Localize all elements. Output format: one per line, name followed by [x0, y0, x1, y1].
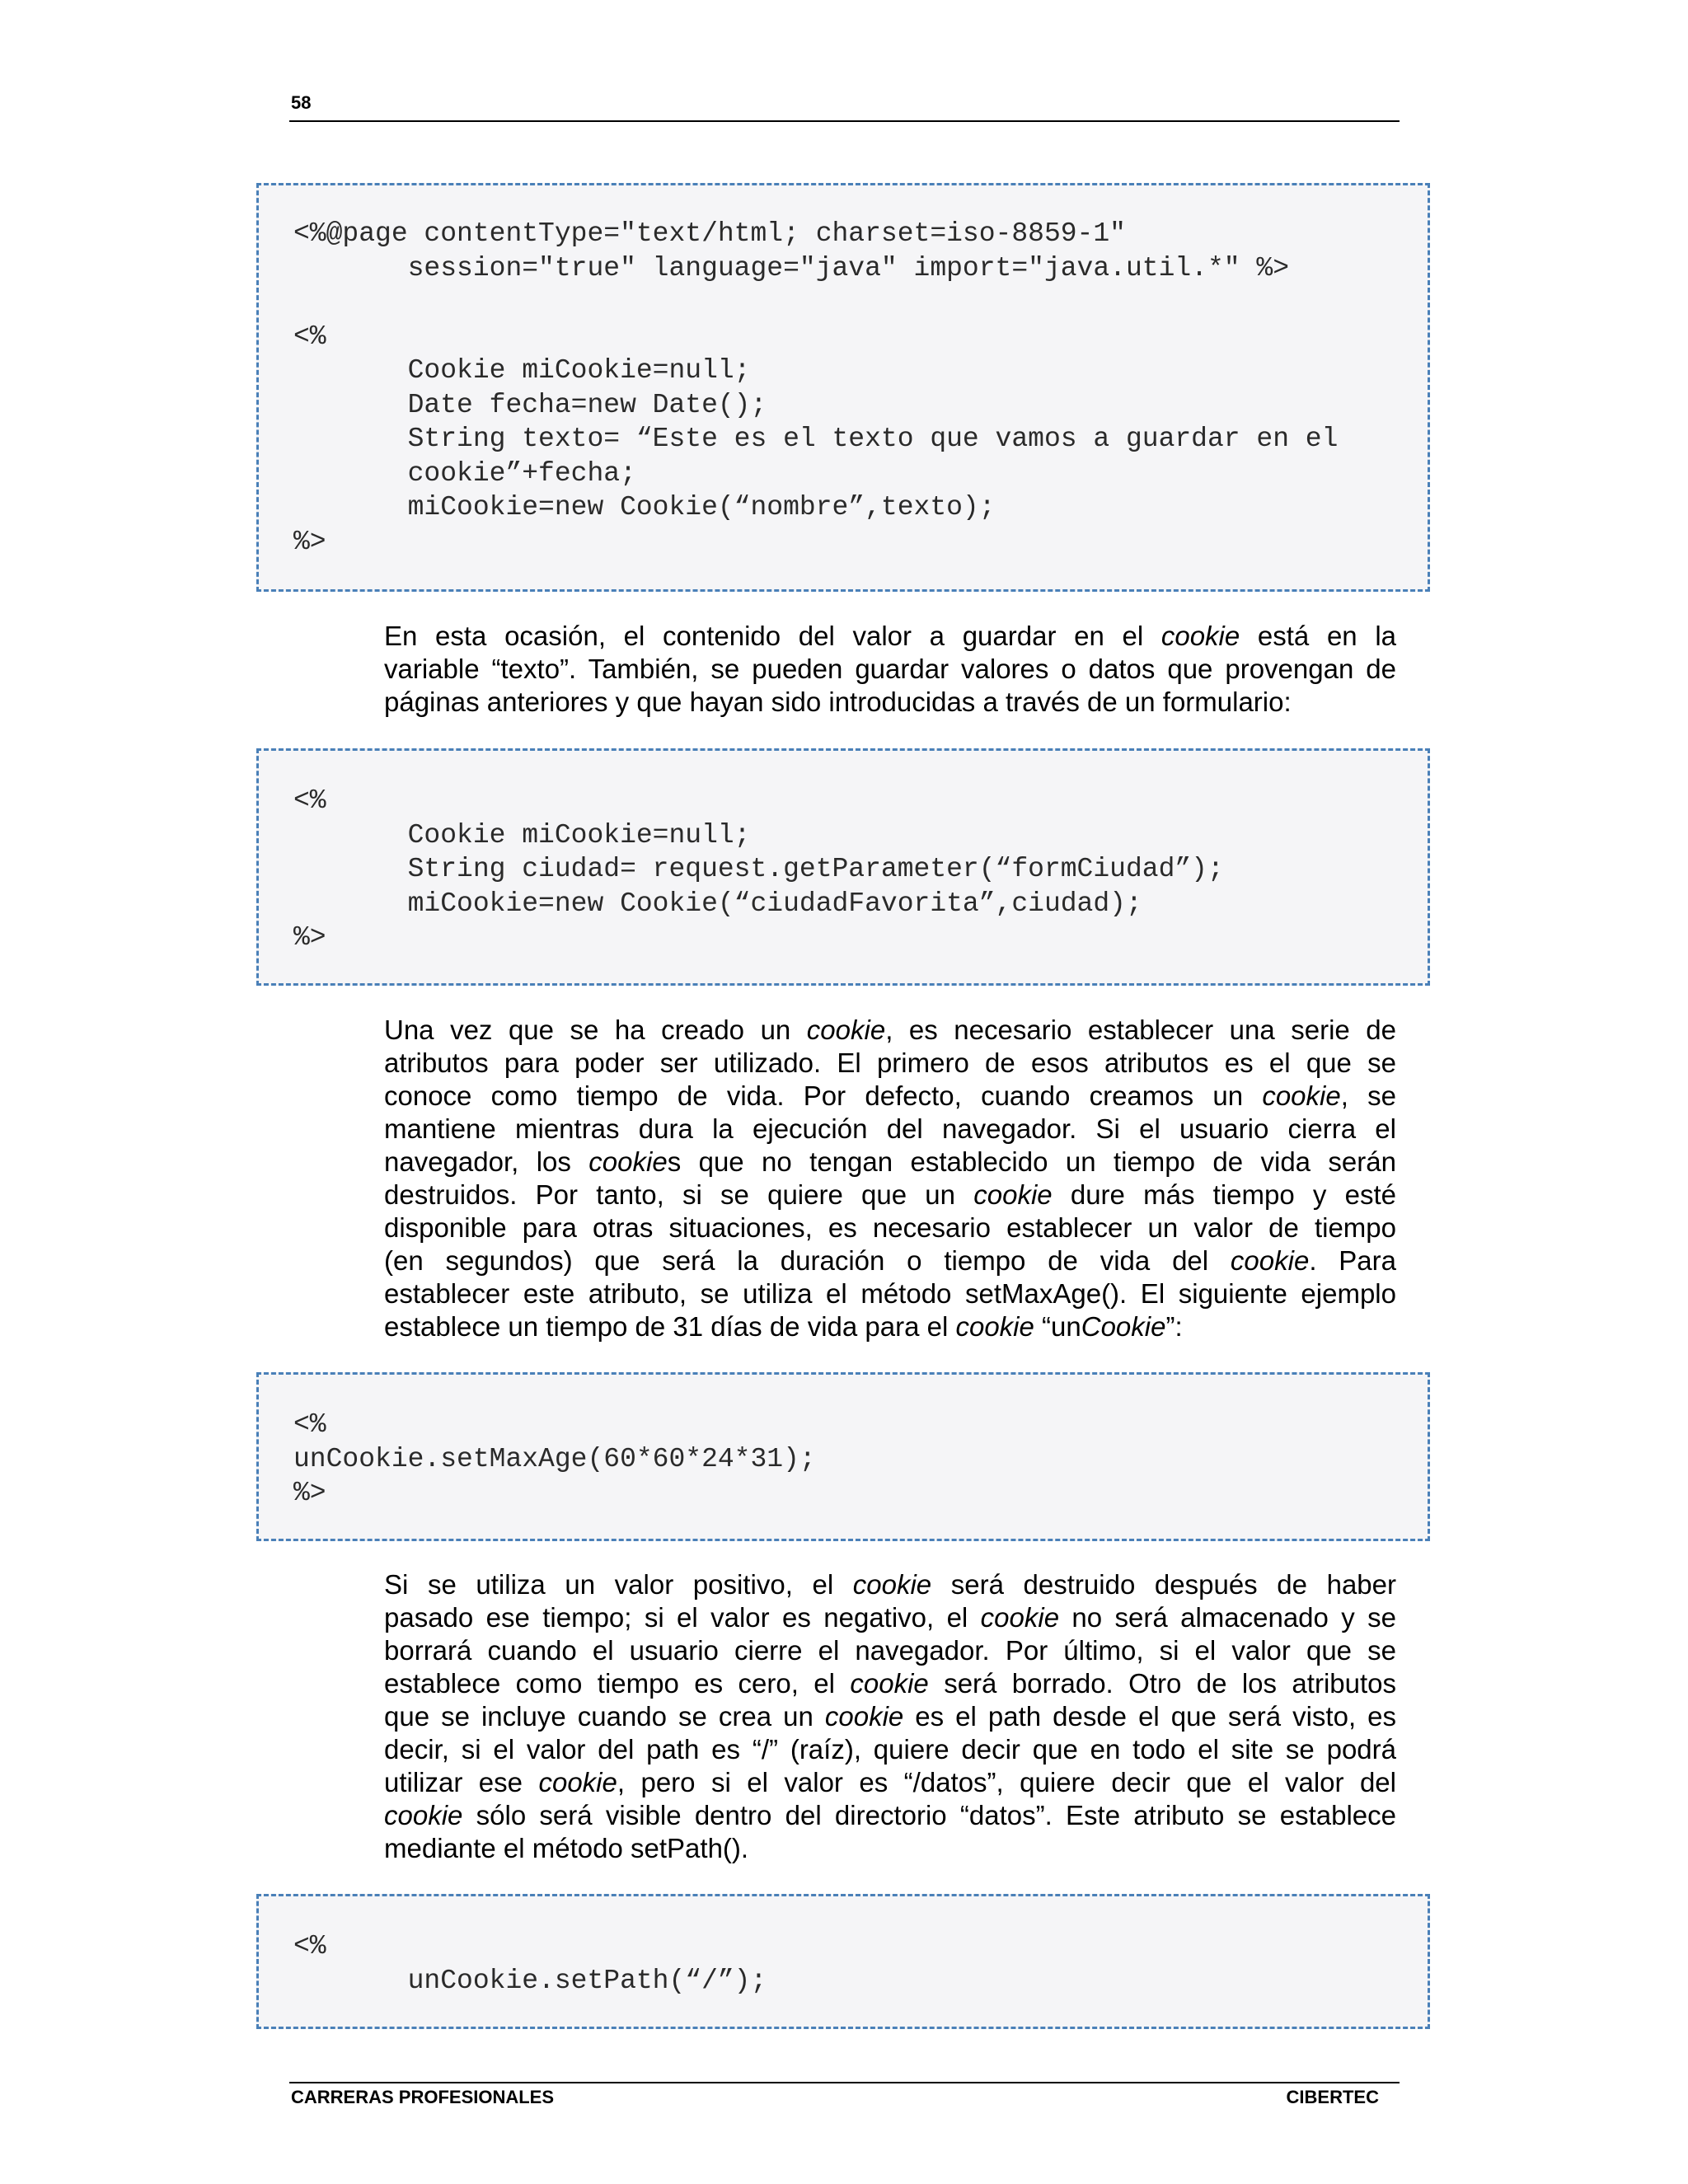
text-segment: (en segundos) que será la duración o tiempo de vida del	[384, 1245, 1231, 1276]
paragraph-line	[384, 1667, 1396, 1700]
text-segment: páginas anteriores y que hayan sido introducidas a través de un formulario:	[384, 687, 1292, 717]
paragraph-line	[384, 1766, 1396, 1799]
paragraph-line	[384, 1277, 1396, 1310]
italic-term: cookie	[1262, 1080, 1341, 1111]
text-segment: variable “texto”. También, se pueden guardar valores o datos que provengan de	[384, 654, 1396, 684]
paragraph-line	[384, 1733, 1396, 1766]
text-segment: establece como tiempo es cero, el	[384, 1668, 851, 1699]
italic-term: cookie	[973, 1179, 1053, 1210]
italic-term: cookie	[824, 1701, 904, 1732]
code-line: miCookie=new Cookie(“ciudadFavorita”,ciudad);	[293, 888, 1142, 919]
code-line: <%@page contentType="text/html; charset=iso-8859-1"	[293, 218, 1126, 249]
code-line: cookie”+fecha;	[293, 457, 636, 489]
code-line: unCookie.setMaxAge(60*60*24*31);	[293, 1443, 816, 1474]
code-block	[256, 1372, 1430, 1541]
code-block	[256, 748, 1430, 986]
text-segment: conoce como tiempo de vida. Por defecto, cuando creamos un	[384, 1080, 1263, 1111]
text-segment: , es necesario establecer una serie de	[885, 1015, 1396, 1045]
text-segment: s que no tengan establecido un tiempo de vida serán	[667, 1146, 1396, 1177]
text-segment: “un	[1034, 1311, 1081, 1342]
text-segment: decir, si el valor del path es “/” (raíz), quiere decir que en todo el site se podrá	[384, 1734, 1396, 1765]
code-line: Date fecha=new Date();	[293, 389, 767, 420]
code-line: Cookie miCookie=null;	[293, 355, 751, 386]
italic-term: cookie	[588, 1146, 668, 1177]
text-segment: dure más tiempo y esté	[1052, 1179, 1397, 1210]
paragraph-line	[384, 686, 1396, 719]
italic-term: cookie	[384, 1800, 463, 1830]
page-number: 58	[291, 92, 312, 113]
text-segment: sólo será visible dentro del directorio “datos”. Este atributo se establece	[462, 1800, 1396, 1830]
paragraph-line	[384, 1244, 1396, 1277]
text-segment: Una vez que se ha creado un	[384, 1015, 807, 1045]
text-segment: que se incluye cuando se crea un	[384, 1701, 825, 1732]
text-segment: destruidos. Por tanto, si se quiere que un	[384, 1179, 974, 1210]
footer-right: CIBERTEC	[1286, 2087, 1379, 2107]
paragraph-line	[384, 1014, 1396, 1047]
text-segment: ”:	[1165, 1311, 1183, 1342]
paragraph	[384, 1014, 1396, 1343]
text-segment: establece un tiempo de 31 días de vida para el	[384, 1311, 956, 1342]
paragraph-line	[384, 1146, 1396, 1179]
text-segment: no será almacenado y se	[1059, 1602, 1397, 1633]
code-line: Cookie miCookie=null;	[293, 819, 751, 851]
code-line: <%	[293, 321, 326, 352]
paragraph-line	[384, 1832, 1396, 1865]
code-block	[256, 183, 1430, 592]
text-segment: pasado ese tiempo; si el valor es negativo, el	[384, 1602, 981, 1633]
paragraph-line	[384, 620, 1396, 653]
text-segment: utilizar ese	[384, 1767, 539, 1797]
paragraph-line	[384, 1310, 1396, 1343]
paragraph-line	[384, 1799, 1396, 1832]
paragraph	[384, 620, 1396, 719]
code-line: %>	[293, 526, 326, 557]
text-segment: está en la	[1240, 621, 1396, 651]
text-segment: es el path desde el que será visto, es	[903, 1701, 1396, 1732]
italic-term: cookie	[850, 1668, 929, 1699]
code-line: String texto= “Este es el texto que vamos a guardar en el	[293, 424, 1339, 454]
text-segment: En esta ocasión, el contenido del valor a guardar en el	[384, 621, 1161, 651]
paragraph-line	[384, 653, 1396, 686]
text-segment: Si se utiliza un valor positivo, el	[384, 1569, 853, 1600]
header-rule	[289, 120, 1400, 122]
italic-term: cookie	[955, 1311, 1034, 1342]
paragraph-line	[384, 1113, 1396, 1146]
text-segment: atributos para poder ser utilizado. El primero de esos atributos es el que se	[384, 1047, 1396, 1078]
text-segment: será borrado. Otro de los atributos	[928, 1668, 1396, 1699]
italic-term: cookie	[1160, 621, 1240, 651]
italic-term: Cookie	[1081, 1311, 1166, 1342]
footer-left: CARRERAS PROFESIONALES	[291, 2087, 555, 2107]
text-segment: . Para	[1309, 1245, 1396, 1276]
paragraph-line	[384, 1080, 1396, 1113]
code-block	[256, 1894, 1430, 2029]
code-line: %>	[293, 1478, 326, 1508]
text-segment: disponible para otras situaciones, es necesario establecer un valor de tiempo	[384, 1212, 1396, 1243]
paragraph-line	[384, 1212, 1396, 1244]
footer-rule	[289, 2082, 1400, 2083]
paragraph	[384, 1568, 1396, 1865]
text-segment: mediante el método setPath().	[384, 1833, 749, 1863]
text-segment: , se	[1340, 1080, 1396, 1111]
paragraph-line	[384, 1568, 1396, 1601]
paragraph-line	[384, 1601, 1396, 1634]
italic-term: cookie	[538, 1767, 617, 1797]
text-segment: establecer este atributo, se utiliza el método setMaxAge(). El siguiente ejemplo	[384, 1278, 1396, 1309]
italic-term: cookie	[806, 1015, 886, 1045]
paragraph-line	[384, 1700, 1396, 1733]
text-segment: será destruido después de haber	[931, 1569, 1396, 1600]
code-line: unCookie.setPath(“/”);	[293, 1965, 767, 1996]
paragraph-line	[384, 1047, 1396, 1080]
code-line: miCookie=new Cookie(“nombre”,texto);	[293, 492, 996, 523]
italic-term: cookie	[980, 1602, 1060, 1633]
code-line: session="true" language="java" import="java.util.*" %>	[293, 252, 1289, 284]
text-segment: , pero si el valor es “/datos”, quiere decir que el valor del	[617, 1767, 1396, 1797]
italic-term: cookie	[1230, 1245, 1310, 1276]
paragraph-line	[384, 1634, 1396, 1667]
code-line: <%	[293, 785, 326, 816]
code-line: <%	[293, 1931, 326, 1961]
text-segment: borrará cuando el usuario cierre el navegador. Por último, si el valor que se	[384, 1635, 1396, 1666]
paragraph-line	[384, 1179, 1396, 1212]
code-line: %>	[293, 922, 326, 953]
text-segment: mantiene mientras dura la ejecución del navegador. Si el usuario cierra el	[384, 1113, 1396, 1144]
code-line: String ciudad= request.getParameter(“formCiudad”);	[293, 854, 1224, 884]
italic-term: cookie	[852, 1569, 932, 1600]
code-line: <%	[293, 1409, 326, 1440]
text-segment: navegador, los	[384, 1146, 589, 1177]
